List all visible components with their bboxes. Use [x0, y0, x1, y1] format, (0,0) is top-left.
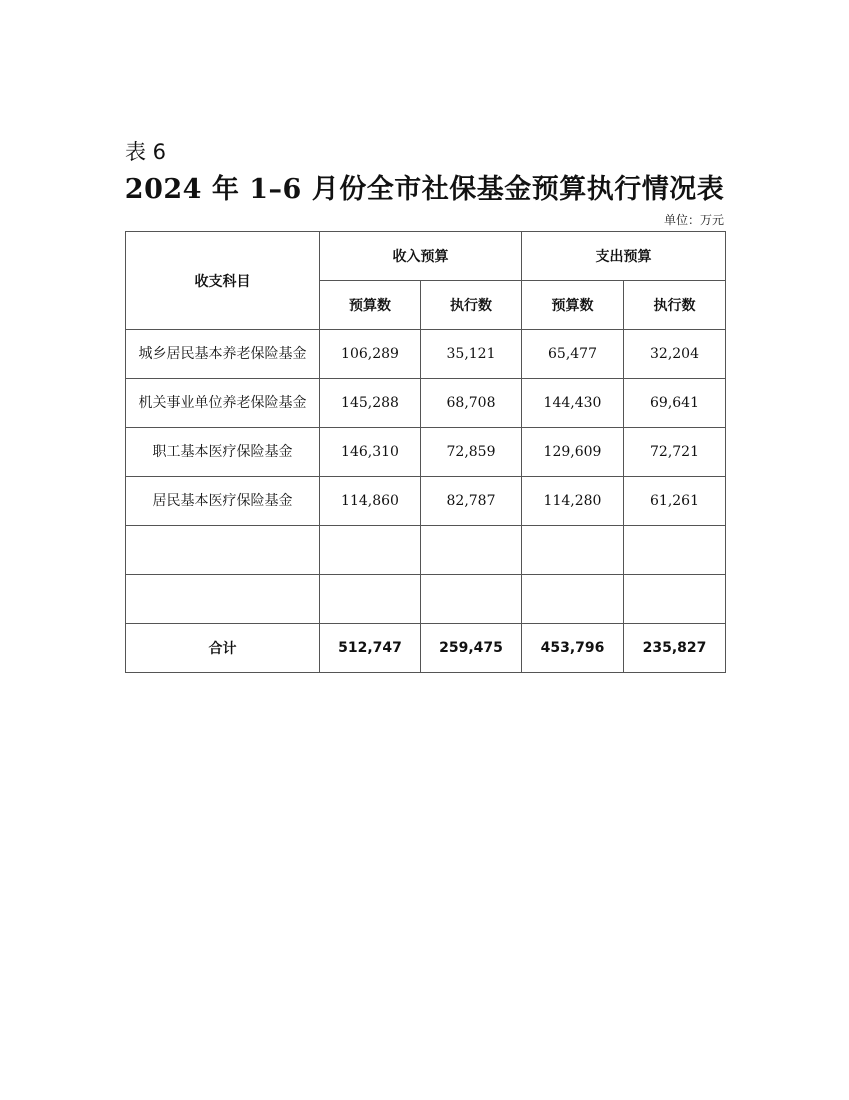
- unit-label: 单位：万元: [663, 213, 724, 227]
- table-row: [126, 379, 726, 428]
- expense-exec-cell: 69,641: [624, 379, 726, 428]
- income-budget-cell: 145,288: [320, 379, 421, 428]
- expense-budget-cell: [522, 526, 624, 575]
- income-exec-cell: 35,121: [421, 330, 522, 379]
- income-exec-cell: 82,787: [421, 477, 522, 526]
- expense-budget-cell: 65,477: [522, 330, 624, 379]
- total-label: 合计: [126, 624, 320, 673]
- total-expense-budget: 453,796: [522, 624, 624, 673]
- expense-budget-cell: 114,280: [522, 477, 624, 526]
- table-row: [126, 428, 726, 477]
- table-row: [126, 477, 726, 526]
- header-expense-budget: 预算数: [522, 281, 624, 330]
- expense-exec-cell: 61,261: [624, 477, 726, 526]
- expense-budget-cell: [522, 575, 624, 624]
- table-row: [126, 330, 726, 379]
- income-exec-cell: [421, 575, 522, 624]
- row-name: [126, 526, 320, 575]
- expense-exec-cell: 32,204: [624, 330, 726, 379]
- table-row-empty: [126, 526, 726, 575]
- row-name: 职工基本医疗保险基金: [126, 428, 320, 477]
- budget-table: [125, 231, 726, 673]
- page-title: 2024 年 1–6 月份全市社保基金预算执行情况表: [124, 174, 725, 205]
- income-budget-cell: [320, 575, 421, 624]
- row-name: 机关事业单位养老保险基金: [126, 379, 320, 428]
- total-income-exec: 259,475: [421, 624, 522, 673]
- row-name: 城乡居民基本养老保险基金: [126, 330, 320, 379]
- total-income-budget: 512,747: [320, 624, 421, 673]
- income-budget-cell: [320, 526, 421, 575]
- income-exec-cell: [421, 526, 522, 575]
- row-name: [126, 575, 320, 624]
- table-row-empty: [126, 575, 726, 624]
- income-budget-cell: 106,289: [320, 330, 421, 379]
- total-expense-exec: 235,827: [624, 624, 726, 673]
- income-budget-cell: 146,310: [320, 428, 421, 477]
- header-subject: 收支科目: [126, 232, 320, 330]
- expense-exec-cell: [624, 575, 726, 624]
- income-exec-cell: 68,708: [421, 379, 522, 428]
- income-budget-cell: 114,860: [320, 477, 421, 526]
- header-income-executed: 执行数: [421, 281, 522, 330]
- table-label: 表 6: [125, 140, 167, 164]
- header-income-budget: 预算数: [320, 281, 421, 330]
- header-expense-executed: 执行数: [624, 281, 726, 330]
- income-exec-cell: 72,859: [421, 428, 522, 477]
- total-row: [126, 624, 726, 673]
- row-name: 居民基本医疗保险基金: [126, 477, 320, 526]
- header-income-group: 收入预算: [320, 232, 522, 281]
- header-expense-group: 支出预算: [522, 232, 726, 281]
- expense-exec-cell: [624, 526, 726, 575]
- expense-budget-cell: 144,430: [522, 379, 624, 428]
- expense-budget-cell: 129,609: [522, 428, 624, 477]
- expense-exec-cell: 72,721: [624, 428, 726, 477]
